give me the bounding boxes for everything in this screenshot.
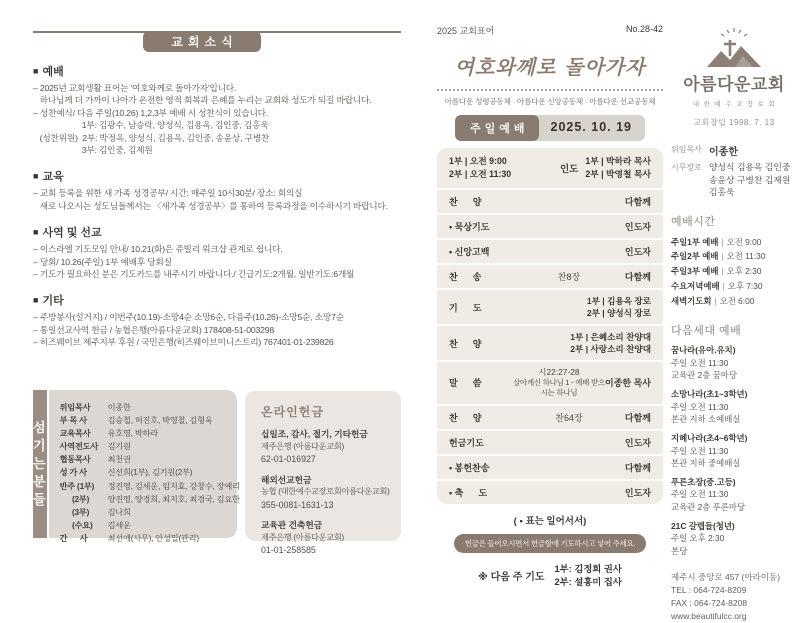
servants-label-line2: 분들 [33, 474, 47, 507]
worship-time-row [671, 279, 797, 294]
worship-time: 오후 7:30 [727, 280, 763, 291]
order-label: • 신앙고백 [449, 247, 490, 257]
divider: | [721, 251, 724, 262]
church-logo [671, 26, 797, 128]
elders-label: 시무장로 [671, 163, 702, 172]
group-time: 주일 오전 11:30 [671, 489, 729, 500]
next-week-prayer [437, 563, 663, 589]
section-etc [33, 292, 401, 348]
order-detail: 찬64장 [555, 412, 583, 423]
order-row [437, 456, 663, 481]
performer-line: 1부 | 김용옥 장로 [586, 296, 651, 306]
group-name: 소망나라(초1~3학년) [671, 389, 748, 400]
order-performer: 다함께 [624, 462, 651, 473]
order-performer [587, 295, 651, 319]
order-detail [513, 367, 605, 399]
servant-role: 사역전도사 [59, 442, 99, 452]
next-week-prayer-2: 2부: 설홍미 집사 [554, 576, 622, 587]
offering-group [261, 428, 393, 466]
servant-row [60, 453, 240, 466]
order-label: 찬 양 [449, 412, 482, 423]
group-time: 주일 오후 2:30 [671, 533, 725, 544]
news-line: 새로 나오시는 성도님들께서는 〈새가족 성경공부〉를 통하여 등록과정을 이수하시기 바랍니다. [33, 200, 388, 211]
order-row-sermon [437, 362, 663, 406]
center-page [437, 0, 663, 589]
order-performer: 인도자 [624, 222, 651, 232]
order-performer [570, 331, 651, 355]
section-title: 교육 [42, 171, 64, 184]
service-times-row [437, 148, 663, 190]
worship-time-row [671, 294, 797, 309]
order-row [437, 481, 663, 504]
next-gen-list [671, 344, 797, 556]
community-names: 아름다운 성령공동체 · 아름다운 신앙공동체 · 아름다운 선교공동체 [444, 97, 656, 106]
offering-bank: 농협 (대한예수교장로회아름다운교회) [261, 487, 390, 496]
group-place: 본당 [671, 545, 688, 556]
worship-name: 주일3부 예배 [671, 266, 719, 277]
worship-time: 오전 9:00 [726, 236, 762, 247]
servant-row [60, 506, 240, 519]
servant-row [60, 480, 240, 493]
pastor-label: 위임목사 [671, 145, 702, 154]
offering-bank: 제주은행 (아름다운교회) [261, 532, 344, 542]
next-week-label: ※ 다음 주 기도 [478, 572, 545, 583]
offering-account: 01-01-258585 [261, 545, 316, 555]
elders-line: 김홍욱 [709, 187, 735, 197]
worship-time: 오후 2:30 [726, 266, 762, 277]
servants-box [33, 390, 240, 543]
offering-account: 62-01-016927 [261, 454, 316, 464]
servant-row [60, 440, 240, 453]
church-name: 아름다운교회 [683, 75, 785, 94]
group-time: 주일 오전 11:30 [671, 401, 729, 412]
section-worship [33, 63, 401, 156]
church-tel: TEL : 064-724-8209 [671, 584, 747, 595]
servant-role: 위임목사 [59, 403, 91, 412]
servant-row [60, 401, 240, 414]
order-label: • 봉헌찬송 [449, 462, 490, 473]
servant-names: 최선애(사무), 안성밀(관리) [107, 533, 199, 543]
sermon-title: 살아계신 하나님 1 - 예배 받으시는 하나님 [513, 377, 605, 397]
worship-times-title: 예배시간 [671, 215, 716, 228]
group-name: 지혜나라(초4~6학년) [671, 433, 748, 444]
square-bullet-icon: ■ [33, 227, 39, 238]
divider: | [722, 280, 725, 291]
servant-names: 신선희(1부), 김기원(2부) [107, 468, 193, 478]
order-performer: 인도자 [624, 487, 651, 498]
order-performer: 다함께 [624, 272, 651, 282]
church-contact [671, 571, 797, 623]
order-of-worship-table [437, 148, 663, 504]
servant-names: 김나희 [107, 507, 131, 517]
order-performer: 다함께 [624, 412, 651, 423]
section-ministry [33, 224, 401, 280]
scripture-ref: 시22:27-28 [538, 367, 580, 377]
order-label: 기 도 [449, 302, 482, 313]
leader: 1부 | 박하라 목사 [585, 156, 651, 166]
servant-names: 최천권 [107, 455, 131, 465]
service-leaders [560, 155, 651, 181]
servants-list [49, 390, 240, 543]
news-line: – 2025년 교회생활 표어는 '여호와께로 돌아가자'입니다. [33, 83, 237, 93]
order-row [437, 240, 663, 265]
service-header-bar [437, 115, 663, 141]
founded-date: 교회창립 1998. 7. 13 [693, 118, 775, 127]
right-sidebar [671, 26, 797, 623]
service-time: 2부 | 오전 11:30 [449, 169, 512, 179]
offering-bank: 제주은행 (아름다운교회) [261, 441, 344, 451]
servants-label [33, 390, 49, 538]
order-row [437, 265, 663, 290]
section-heading [33, 224, 401, 240]
group-time: 주일 오전 11:30 [671, 357, 729, 368]
order-label: • 축 도 [449, 487, 488, 498]
offering-notice-wrap [437, 534, 663, 553]
section-heading [33, 168, 401, 184]
worship-time-row [671, 235, 797, 250]
square-bullet-icon: ■ [33, 295, 39, 306]
news-line: – 히즈웨이브 제주지부 후원 / 국민은행(히즈웨이브미니스트리) 767401-01-239826 [33, 337, 334, 348]
service-title: 주일예배 [455, 115, 539, 141]
order-row [437, 406, 663, 431]
servant-role: 성 가 사 [59, 468, 87, 478]
worship-times-list [671, 235, 797, 309]
leader: 2부 | 박영철 목사 [585, 169, 651, 179]
order-performer: 이종한 목사 [605, 378, 651, 389]
performer-line: 1부 | 은혜소리 찬양대 [570, 332, 651, 342]
performer-line: 2부 | 양성식 장로 [586, 308, 651, 318]
group-place: 본관 지하 소예배실 [671, 413, 741, 424]
order-row [437, 215, 663, 240]
servant-role: 반주 (1부) [59, 481, 95, 491]
offering-notice-badge: 헌금은 들어오시면서 헌금함에 기도하시고 넣어 주세요. [454, 534, 646, 553]
order-row [437, 190, 663, 215]
news-line: – 당회/ 10.26(주일) 1부 예배후 당회실 [33, 256, 172, 267]
section-title: 사역 및 선교 [42, 227, 102, 240]
next-gen-group [671, 476, 797, 513]
performer-line: 2부 | 사랑소리 찬양대 [570, 344, 651, 354]
elders-line: 양성식 김용옥 김인중 [709, 162, 791, 172]
divider: | [721, 236, 724, 247]
next-gen-group [671, 388, 797, 425]
news-line: 하나님께 더 가까이 나아가 온전한 영적 회복과 은혜를 누리는 교회와 성도가 되길 바랍니다. [33, 95, 372, 106]
standing-note: ( • 표는 일어서서) [513, 515, 587, 527]
next-gen-group [671, 344, 797, 381]
square-bullet-icon: ■ [33, 171, 39, 182]
servant-role: (수요) [59, 520, 93, 530]
church-fax: FAX : 064-724-8208 [671, 597, 748, 608]
news-line: – 통일선교사역 헌금 / 농협은행(아름다운교회) 178408-51-003298 [33, 324, 274, 335]
divider: | [721, 266, 724, 277]
servant-names: 정진영, 김세운, 임지효, 강창수, 장예리 [107, 481, 240, 491]
servant-role: (3부) [59, 507, 90, 517]
section-title: 기타 [42, 295, 64, 308]
section-title: 예배 [42, 66, 64, 78]
order-label: • 묵상기도 [449, 222, 490, 232]
news-line: – 주방봉사(설거지) / 이번주(10.19)-소망4순 소망6순, 다음주(10.26)-소망5순, 소망7순 [33, 312, 344, 323]
offering-name: 십일조, 감사, 절기, 기타헌금 [261, 429, 368, 439]
online-offering-box [245, 391, 401, 555]
servant-role: 부 목 사 [59, 416, 87, 426]
square-bullet-icon: ■ [33, 66, 39, 76]
order-label: 찬 양 [449, 338, 482, 349]
worship-time-row [671, 249, 797, 264]
cross-mountain-icon [705, 26, 763, 68]
church-news-rule [33, 31, 401, 54]
servant-role: (2부) [59, 494, 90, 504]
service-time: 1부 | 오전 9:00 [449, 156, 507, 166]
offering-name: 교육관 건축헌금 [261, 520, 323, 530]
next-week-prayer-1: 1부: 김정희 권사 [554, 563, 622, 574]
group-name: 21C 갈렙들(청년) [671, 521, 735, 532]
news-line: 3부: 김인중, 김제원 [33, 145, 153, 156]
offering-group [261, 519, 393, 557]
service-times [449, 155, 511, 181]
elders-line: 송윤상 구병찬 김제원 [709, 174, 791, 185]
news-line: – 기도가 필요하신 분은 기도카드를 내주시기 바랍니다./ 긴급기도:2개월, 일반기도:6개월 [33, 269, 355, 280]
dotted-divider [437, 89, 663, 91]
servant-role: 간 사 [59, 533, 88, 543]
servant-row [60, 532, 240, 545]
order-row [437, 431, 663, 456]
group-place: 교육관 2층 푸른마당 [671, 501, 746, 512]
leader-label: 인도 [559, 164, 579, 175]
worship-name: 수요저녁예배 [671, 280, 720, 291]
servant-row [60, 493, 240, 506]
news-line: (성찬위원) 2부: 박정옥, 양성식, 김용옥, 김인중, 송윤상, 구병찬 [33, 132, 270, 143]
order-label: 찬 양 [449, 197, 482, 207]
servant-names: 김세운 [107, 520, 131, 530]
divider: | [714, 295, 717, 306]
next-gen-group [671, 432, 797, 469]
section-heading [33, 63, 401, 79]
next-gen-group [671, 520, 797, 557]
offering-account: 355-0081-1631-13 [261, 499, 334, 510]
servant-names: 양진영, 양경희, 최지호, 최경국, 김요한 [107, 494, 240, 504]
offering-group [261, 474, 393, 512]
servant-names: 김기원 [107, 442, 131, 452]
pastor-name: 이종한 [709, 147, 738, 158]
group-name: 푸른초장(중.고등) [671, 477, 736, 488]
slogan-calligraphy: 여호와께로 돌아가자 [454, 55, 646, 79]
group-place: 본관 지하 중예배실 [671, 457, 741, 468]
elders-row [671, 161, 797, 199]
group-time: 주일 오전 11:30 [671, 445, 729, 456]
worship-time: 오전 6:00 [719, 295, 755, 306]
church-website-link[interactable]: www.beautifulcc.org [671, 610, 747, 621]
denomination: 대한예수교장로회 [692, 101, 780, 108]
section-education [33, 168, 401, 212]
worship-time-row [671, 264, 797, 279]
news-line: 1부: 김광수, 남승락, 양성식, 김용옥, 김인중, 김홍욱 [33, 120, 269, 131]
order-performer: 다함께 [624, 197, 651, 207]
worship-name: 주일1부 예배 [671, 236, 719, 247]
order-performer: 인도자 [624, 437, 651, 448]
servant-row [60, 466, 240, 479]
servant-row [60, 427, 240, 440]
group-place: 교육관 2층 꿈마당 [671, 370, 737, 381]
slogan-label: 2025 교회표어 [437, 26, 495, 36]
worship-time: 오전 11:30 [726, 251, 766, 262]
section-heading [33, 292, 401, 308]
offering-name: 해외선교헌금 [261, 474, 312, 485]
center-header [437, 24, 663, 37]
order-label: 헌금기도 [449, 437, 484, 448]
servant-names: 유호영, 박하라 [107, 429, 158, 439]
news-line: – 이스라엘 기도모임 안내/ 10.21(화)은 쥬빌리 워크샵 관계로 쉽니다. [33, 244, 283, 255]
order-row [437, 326, 663, 362]
online-offering-title: 온라인헌금 [261, 405, 324, 419]
servants-label-line1: 섬기는 [33, 420, 47, 471]
servant-row [60, 519, 240, 532]
group-name: 꿈나라(유아.유치) [671, 345, 736, 356]
order-row [437, 290, 663, 326]
church-address: 제주시 중앙로 457 (아라이동) [671, 571, 781, 582]
staff-block [671, 143, 797, 199]
servant-names: 김승철, 허진호, 박영철, 김형욱 [107, 416, 213, 426]
worship-name: 새벽기도회 [671, 295, 712, 306]
left-page [33, 24, 401, 555]
worship-name: 주일2부 예배 [671, 251, 719, 262]
servant-names: 이종한 [107, 403, 131, 412]
service-date: 2025. 10. 19 [533, 115, 646, 141]
servant-role: 교육목사 [59, 429, 91, 439]
news-line: – 교회 등록을 위한 새 가족 성경공부/ 시간: 매주일 10시30분/ 장소: 회의실 [33, 188, 303, 199]
order-performer: 인도자 [624, 247, 651, 257]
church-news-tab: 교회소식 [143, 31, 261, 52]
servant-row [60, 414, 240, 427]
issue-number: No.28-42 [625, 24, 663, 34]
order-label: 찬 송 [449, 272, 482, 282]
pastor-row [671, 143, 797, 158]
order-label: 말 씀 [449, 378, 482, 389]
servant-role: 협동목사 [59, 455, 91, 465]
news-line: – 성찬예식/ 다음 주일(10.26) 1,2,3부 예배 시 성찬식이 있습니다. [33, 107, 269, 118]
order-detail: 찬8장 [557, 272, 581, 282]
next-gen-title: 다음세대 예배 [671, 325, 742, 338]
